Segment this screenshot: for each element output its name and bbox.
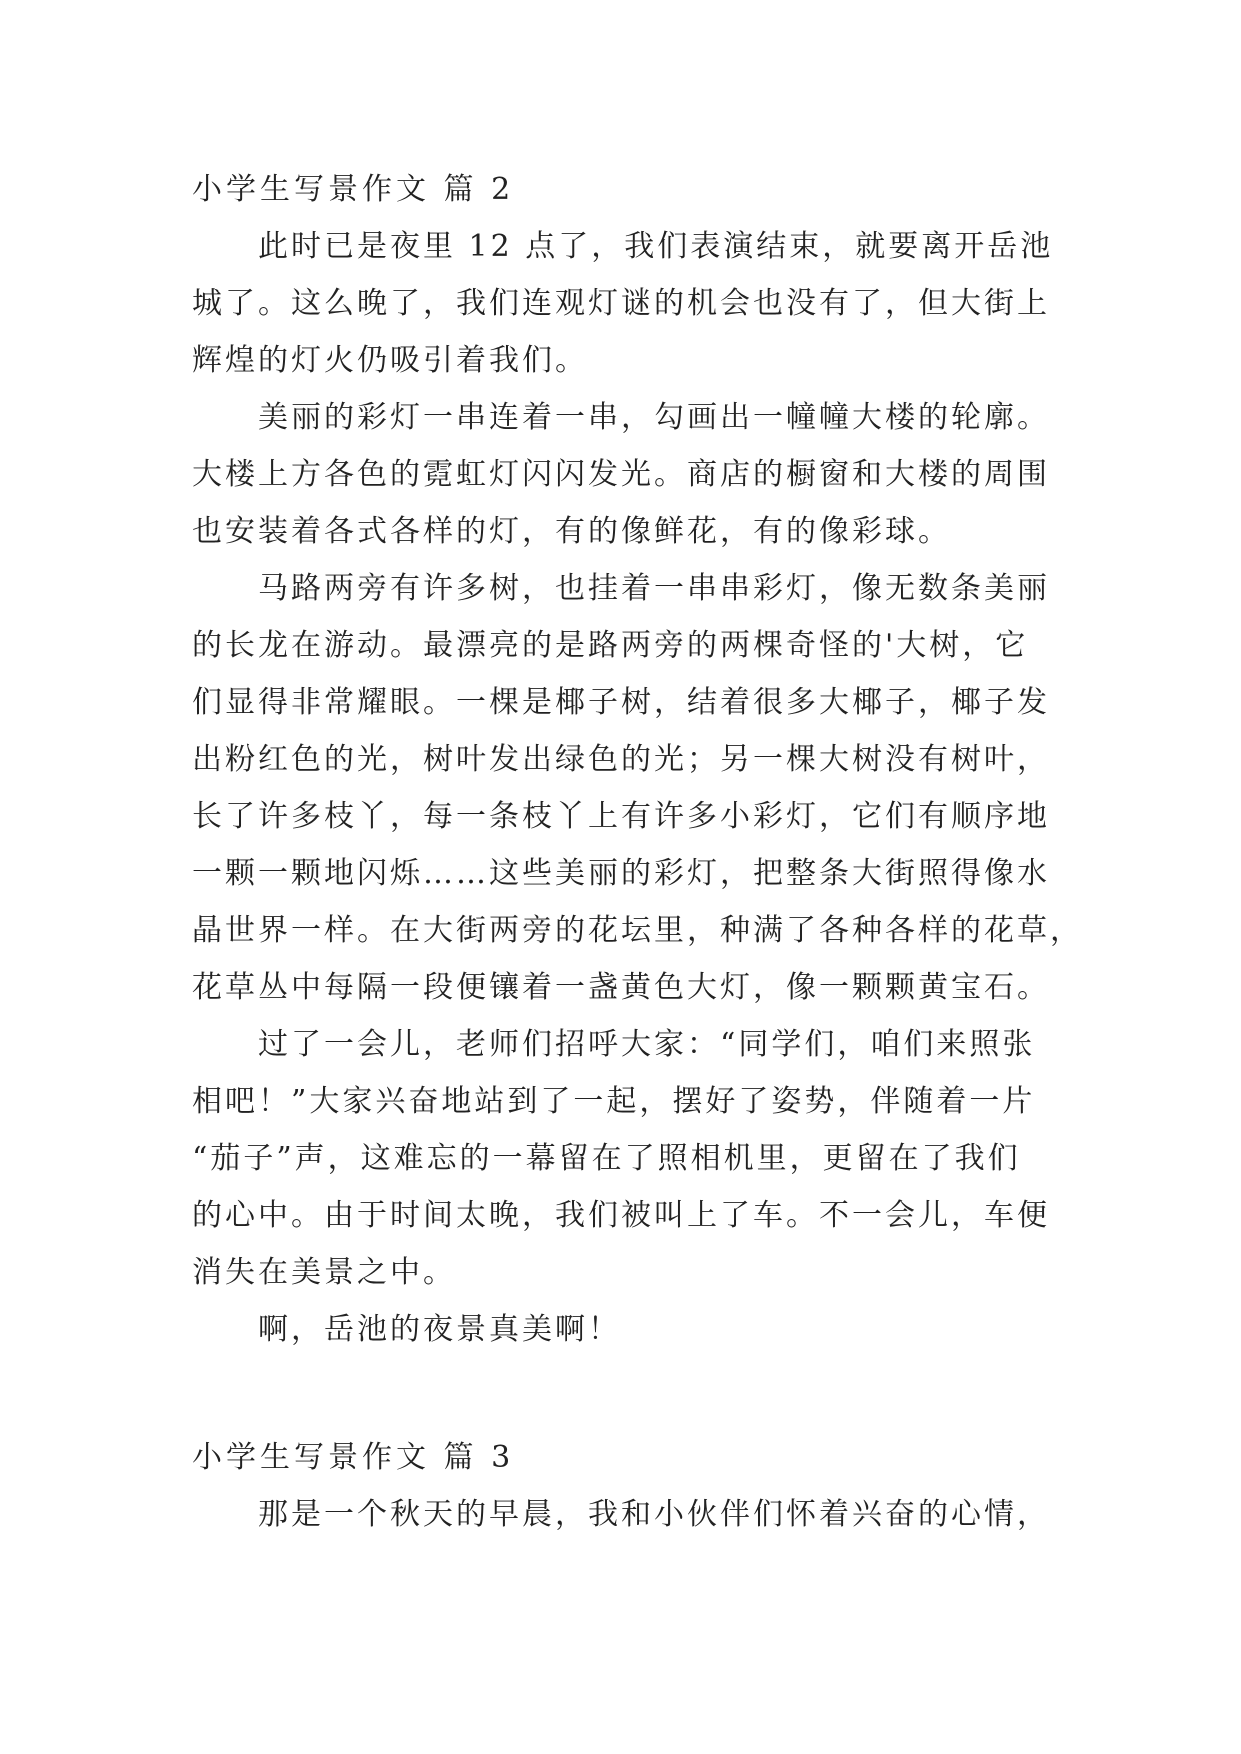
paragraph-line: 晶世界一样。在大街两旁的花坛里，种满了各种各样的花草， bbox=[192, 913, 1083, 948]
paragraph-line: 过了一会儿，老师们招呼大家：“同学们，咱们来照张 bbox=[258, 1027, 1036, 1062]
paragraph-line: 一颗一颗地闪烁……这些美丽的彩灯，把整条大街照得像水 bbox=[192, 856, 1050, 891]
paragraph-line: 美丽的彩灯一串连着一串，勾画出一幢幢大楼的轮廓。 bbox=[258, 400, 1050, 435]
paragraph-line: 啊，岳池的夜景真美啊！ bbox=[258, 1312, 621, 1347]
paragraph-line: 出粉红色的光，树叶发出绿色的光；另一棵大树没有树叶， bbox=[192, 742, 1050, 777]
paragraph-line: 大楼上方各色的霓虹灯闪闪发光。商店的橱窗和大楼的周围 bbox=[192, 457, 1050, 492]
section-heading: 小学生写景作文 篇 3 bbox=[192, 1440, 515, 1475]
paragraph-line: “茄子”声，这难忘的一幕留在了照相机里，更留在了我们 bbox=[192, 1141, 1021, 1176]
paragraph-line: 的心中。由于时间太晚，我们被叫上了车。不一会儿，车便 bbox=[192, 1198, 1050, 1233]
section-heading: 小学生写景作文 篇 2 bbox=[192, 172, 515, 207]
paragraph-line: 长了许多枝丫，每一条枝丫上有许多小彩灯，它们有顺序地 bbox=[192, 799, 1050, 834]
paragraph-line: 马路两旁有许多树，也挂着一串串彩灯，像无数条美丽 bbox=[258, 571, 1050, 606]
paragraph-line: 相吧！”大家兴奋地站到了一起，摆好了姿势，伴随着一片 bbox=[192, 1084, 1036, 1119]
paragraph-line: 的长龙在游动。最漂亮的是路两旁的两棵奇怪的'大树，它 bbox=[192, 628, 1029, 663]
paragraph-line: 那是一个秋天的早晨，我和小伙伴们怀着兴奋的心情， bbox=[258, 1497, 1050, 1532]
paragraph-line: 消失在美景之中。 bbox=[192, 1255, 456, 1290]
paragraph-line: 城了。这么晚了，我们连观灯谜的机会也没有了，但大街上 bbox=[192, 286, 1050, 321]
paragraph-line: 们显得非常耀眼。一棵是椰子树，结着很多大椰子，椰子发 bbox=[192, 685, 1050, 720]
paragraph-line: 辉煌的灯火仍吸引着我们。 bbox=[192, 343, 588, 378]
paragraph-line: 也安装着各式各样的灯，有的像鲜花，有的像彩球。 bbox=[192, 514, 951, 549]
paragraph-line: 此时已是夜里 12 点了，我们表演结束，就要离开岳池 bbox=[258, 229, 1054, 264]
paragraph-line: 花草丛中每隔一段便镶着一盏黄色大灯，像一颗颗黄宝石。 bbox=[192, 970, 1050, 1005]
